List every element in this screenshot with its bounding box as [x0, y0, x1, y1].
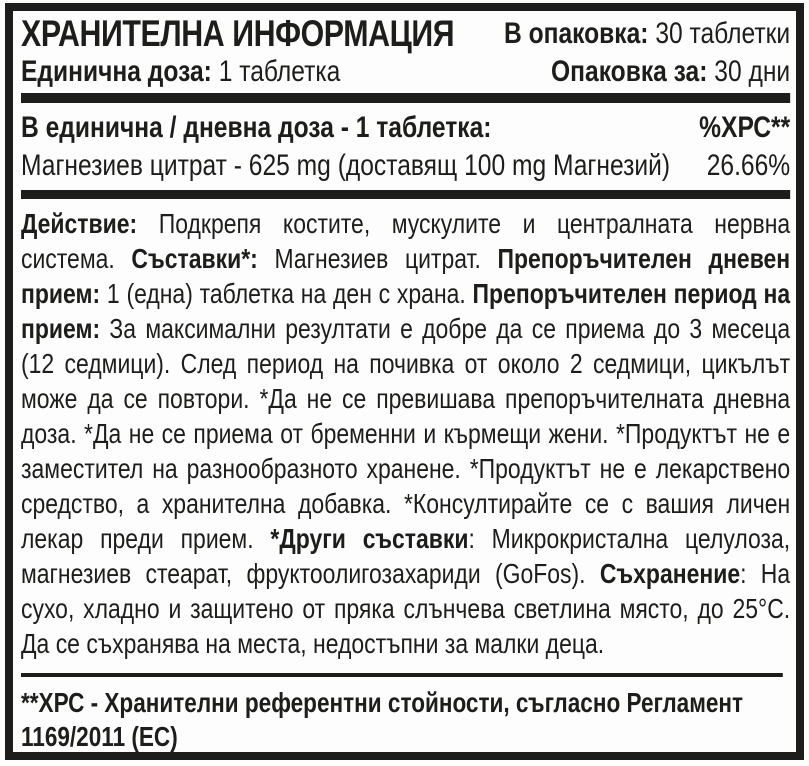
- dose-header-row: [21, 109, 790, 147]
- divider-middle: [21, 190, 790, 199]
- nrv-header: %ХРС**: [699, 111, 791, 144]
- header-left: [21, 13, 454, 89]
- per-pack-line: [504, 13, 790, 54]
- unit-dose-line: [21, 54, 454, 89]
- body-text-run: Действие:: [21, 208, 159, 239]
- nrv-value: 26.66%: [706, 149, 791, 182]
- unit-dose-label: Единична доза:: [21, 55, 212, 88]
- label-content: [21, 13, 790, 754]
- divider-footnote: [21, 673, 782, 677]
- label-header: [21, 13, 790, 89]
- pack-info: [504, 13, 790, 89]
- footnote: **ХРС - Хранителни референтни стойности, съгласно Регламент 1169/2011 (ЕС): [21, 687, 744, 752]
- body-text-run: За максимални резултати е добре да се приема до 3 месеца (12 седмици). След период на почивка от около 2 седмици, цикълът може да се повтори. *Да не се превишава препоръчителната дневна доза. *Да не се приема от бременни и кърмещи жени. *Продуктът не е заместител на разнообразното хранене. *Продуктът не е лекарствено средство, а хранителна добавка. *Консултирайте се с вашия личен лекар преди прием.: [21, 313, 791, 554]
- dose-row-header: В единична / дневна доза - 1 таблетка:: [21, 111, 492, 144]
- body-text-run: *Други съставки: [270, 523, 469, 554]
- pack-duration-label: Опаковка за:: [551, 55, 708, 88]
- body-text-run: Препоръчителен дневен прием:: [21, 243, 791, 309]
- body-text-run: Съхранение: [599, 558, 741, 589]
- ingredient-text: Магнезиев цитрат - 625 mg (доставящ 100 mg Магнезий): [21, 149, 671, 182]
- body-text-run: Препоръчителен период на прием:: [21, 278, 791, 344]
- unit-dose-value: 1 таблетка: [211, 55, 341, 88]
- body-text-run: Подкрепя костите, мускулите и централната нервна система.: [21, 208, 791, 274]
- ingredient-row: [21, 147, 790, 185]
- body-text-run: : На сухо, хладно и защитено от пряка слънчева светлина място, до 25°С. Да се съхранява на места, недостъпни за малки деца.: [21, 558, 791, 659]
- per-pack-label: В опаковка:: [503, 17, 649, 50]
- body-text-run: Магнезиев цитрат.: [274, 243, 498, 274]
- body-paragraph: [21, 199, 790, 664]
- pack-duration-value: 30 дни: [707, 55, 791, 88]
- body-text-run: : Микрокристална целулоза, магнезиев стеарат, фруктоолигозахариди (GoFos).: [21, 523, 791, 589]
- page-title: ХРАНИТЕЛНА ИНФОРМАЦИЯ: [21, 13, 455, 54]
- pack-duration-line: [504, 54, 790, 89]
- divider-top: [21, 93, 790, 103]
- body-text-run: Съставки*:: [131, 243, 275, 274]
- body-text-run: 1 (една) таблетка на ден с храна.: [106, 278, 473, 309]
- per-pack-value: 30 таблетки: [648, 17, 791, 50]
- dose-table: [21, 103, 790, 190]
